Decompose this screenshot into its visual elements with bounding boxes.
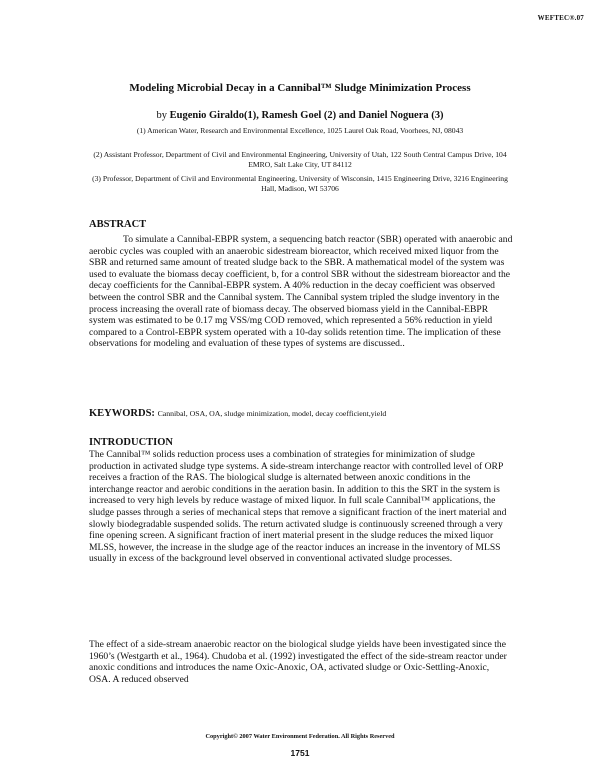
abstract-heading: ABSTRACT xyxy=(89,219,147,230)
affiliation-2: (2) Assistant Professor, Department of Civil and Environmental Engineering, University of Utah, 122 South Central Campus Drive, 104 EMRO, Salt Lake City, UT 84112 xyxy=(93,150,507,170)
introduction-heading: INTRODUCTION xyxy=(89,437,174,448)
affiliation-3: (3) Professor, Department of Civil and Environmental Engineering, University of Wisconsin, 1415 Engineering Drive, 3216 Engineering Hall, Madison, WI 53706 xyxy=(92,174,508,194)
introduction-paragraph-2: The effect of a side-stream anaerobic reactor on the biological sludge yields have been investigated since the 1960’s (Westgarth et al., 1964). Chudoba et al. (1992) investigated the effect of the side-stream reactor under anoxic conditions and introduces the name Oxic-Anoxic, OA, activated sludge or Oxic-Settling-Anoxic, OSA. A reduced observed xyxy=(89,639,507,685)
page-number: 1751 xyxy=(290,748,310,758)
paper-title: Modeling Microbial Decay in a Cannibal™ Sludge Minimization Process xyxy=(129,82,471,94)
introduction-paragraph-1: The Cannibal™ solids reduction process uses a combination of strategies for minimization of sludge production in activated sludge type systems. A side-stream interchange reactor with controlled level of ORP receives a fraction of the RAS. The biological sludge is alternated between anoxic conditions in the interchange reactor and aerobic conditions in the aeration basin. In addition to this the SRT in the system is increased to very high levels by reduce wastage of mixed liquor. In full scale Cannibal™ applications, the sludge passes through a series of mechanical steps that remove a significant fraction of the inert material and slowly biodegradable suspended solids. The return activated sludge is continuously screened through a very fine opening screen. A significant fraction of inert material present in the sludge reduces the mixed liquor MLSS, however, the increase in the sludge age of the reactor induces an increase in the inventory of MLSS usually in excess of the background level observed in conventional activated sludge processes. xyxy=(89,449,507,565)
abstract-text: To simulate a Cannibal-EBPR system, a sequencing batch reactor (SBR) operated with anaerobic and aerobic cycles was coupled with an anaerobic sidestream bioreactor, which received mixed liquor from the SBR and returned same amount of treated sludge back to the SBR. A mathematical model of the system was used to evaluate the biomass decay coefficient, b, for a control SBR without the sidestream bioreactor and the decay coefficients for the Cannibal-EBPR system. A 40% reduction in the decay coefficient was observed between the control SBR and the Cannibal system. The Cannibal system tripled the sludge inventory in the process increasing the overall rate of biomass decay. The observed biomass yield in the Cannibal-EBPR system was estimated to be 0.17 mg VSS/mg COD removed, which represented a 56% reduction in yield compared to a Control-EBPR system operated with a 10-day solids retention time. The implication of these observations for modeling and evaluation of these types of systems are discussed.. xyxy=(89,234,513,350)
author-list: Eugenio Giraldo(1), Ramesh Goel (2) and Daniel Noguera (3) xyxy=(169,110,444,121)
running-head: WEFTEC®.07 xyxy=(537,14,584,22)
keywords xyxy=(89,408,519,419)
affiliation-1: (1) American Water, Research and Environmental Excellence, 1025 Laurel Oak Road, Voorhees, NJ, 08043 xyxy=(136,126,464,135)
byline xyxy=(0,110,600,121)
keywords-label: KEYWORDS: xyxy=(89,408,155,419)
keywords-value: Cannibal, OSA, OA, sludge minimization, model, decay coefficient,yield xyxy=(157,409,387,418)
byline-prefix: by xyxy=(156,110,170,121)
copyright-notice: Copyright© 2007 Water Environment Federation. All Rights Reserved xyxy=(205,733,395,740)
